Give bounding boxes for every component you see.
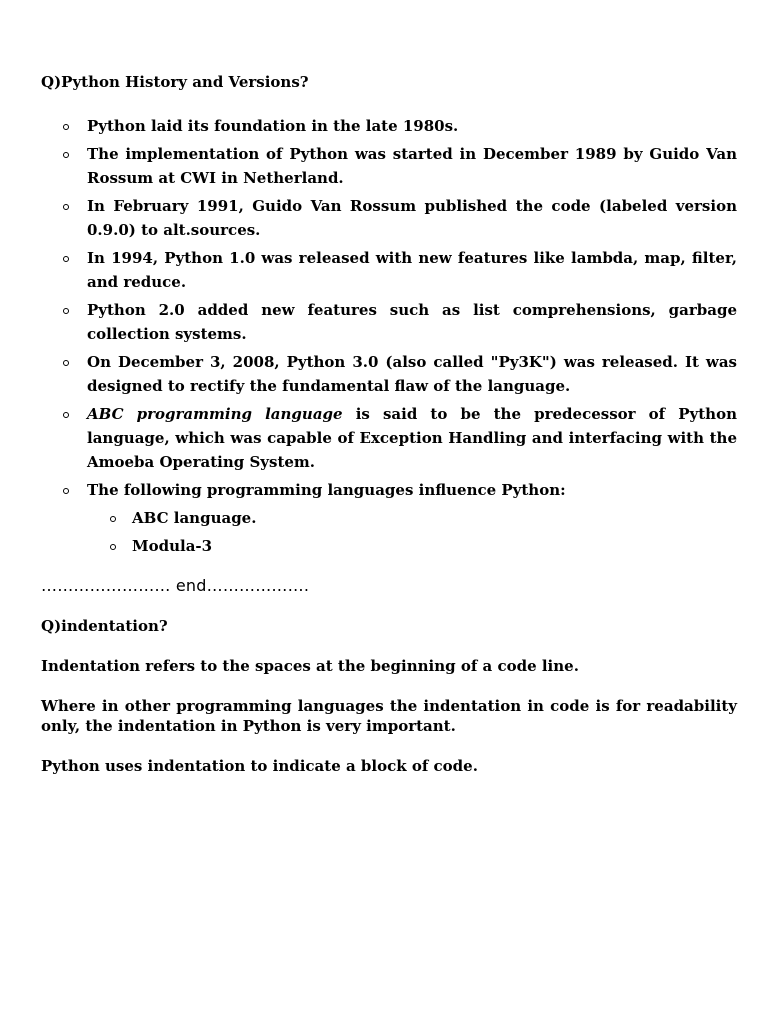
- list-item: [41, 114, 737, 138]
- list-item-text: The following programming languages influence Python:: [87, 481, 566, 499]
- paragraph: Indentation refers to the spaces at the beginning of a code line.: [41, 657, 579, 675]
- list-item-text: In February 1991, Guido Van Rossum published the code (labeled version 0.9.0) to alt.sources.: [87, 197, 737, 239]
- sub-list-item: ABC language.: [87, 506, 737, 530]
- italic-term: ABC programming language: [87, 405, 343, 423]
- history-bullet-list: [41, 114, 737, 558]
- list-item-text: The implementation of Python was started in December 1989 by Guido Van Rossum at CWI in Netherland.: [87, 145, 737, 187]
- end-divider: …………………… end……………….: [41, 576, 310, 595]
- document-page: [41, 72, 737, 796]
- list-item-text: Python laid its foundation in the late 1980s.: [87, 117, 459, 135]
- sub-list-item: Modula-3: [87, 534, 737, 558]
- list-item: [41, 402, 737, 474]
- list-item-text: In 1994, Python 1.0 was released with new features like lambda, map, filter, and reduce.: [87, 249, 737, 291]
- section-heading-indentation: Q)indentation?: [41, 617, 168, 635]
- influences-sub-list: [87, 506, 737, 558]
- list-item: [41, 142, 737, 190]
- list-item: [41, 246, 737, 294]
- paragraph: Where in other programming languages the indentation in code is for readability only, the indentation in Python is very important.: [41, 697, 737, 735]
- list-item: [41, 194, 737, 242]
- list-item: [41, 298, 737, 346]
- list-item-text: is said to be the predecessor of Python language, which was capable of Exception Handling and interfacing with the Amoeba Operating System.: [87, 405, 737, 471]
- section-heading-history: Q)Python History and Versions?: [41, 73, 309, 91]
- list-item: [41, 478, 737, 558]
- list-item: [41, 350, 737, 398]
- list-item-text: Python 2.0 added new features such as list comprehensions, garbage collection systems.: [87, 301, 737, 343]
- list-item-text: On December 3, 2008, Python 3.0 (also called "Py3K") was released. It was designed to rectify the fundamental flaw of the language.: [87, 353, 737, 395]
- paragraph: Python uses indentation to indicate a block of code.: [41, 757, 478, 775]
